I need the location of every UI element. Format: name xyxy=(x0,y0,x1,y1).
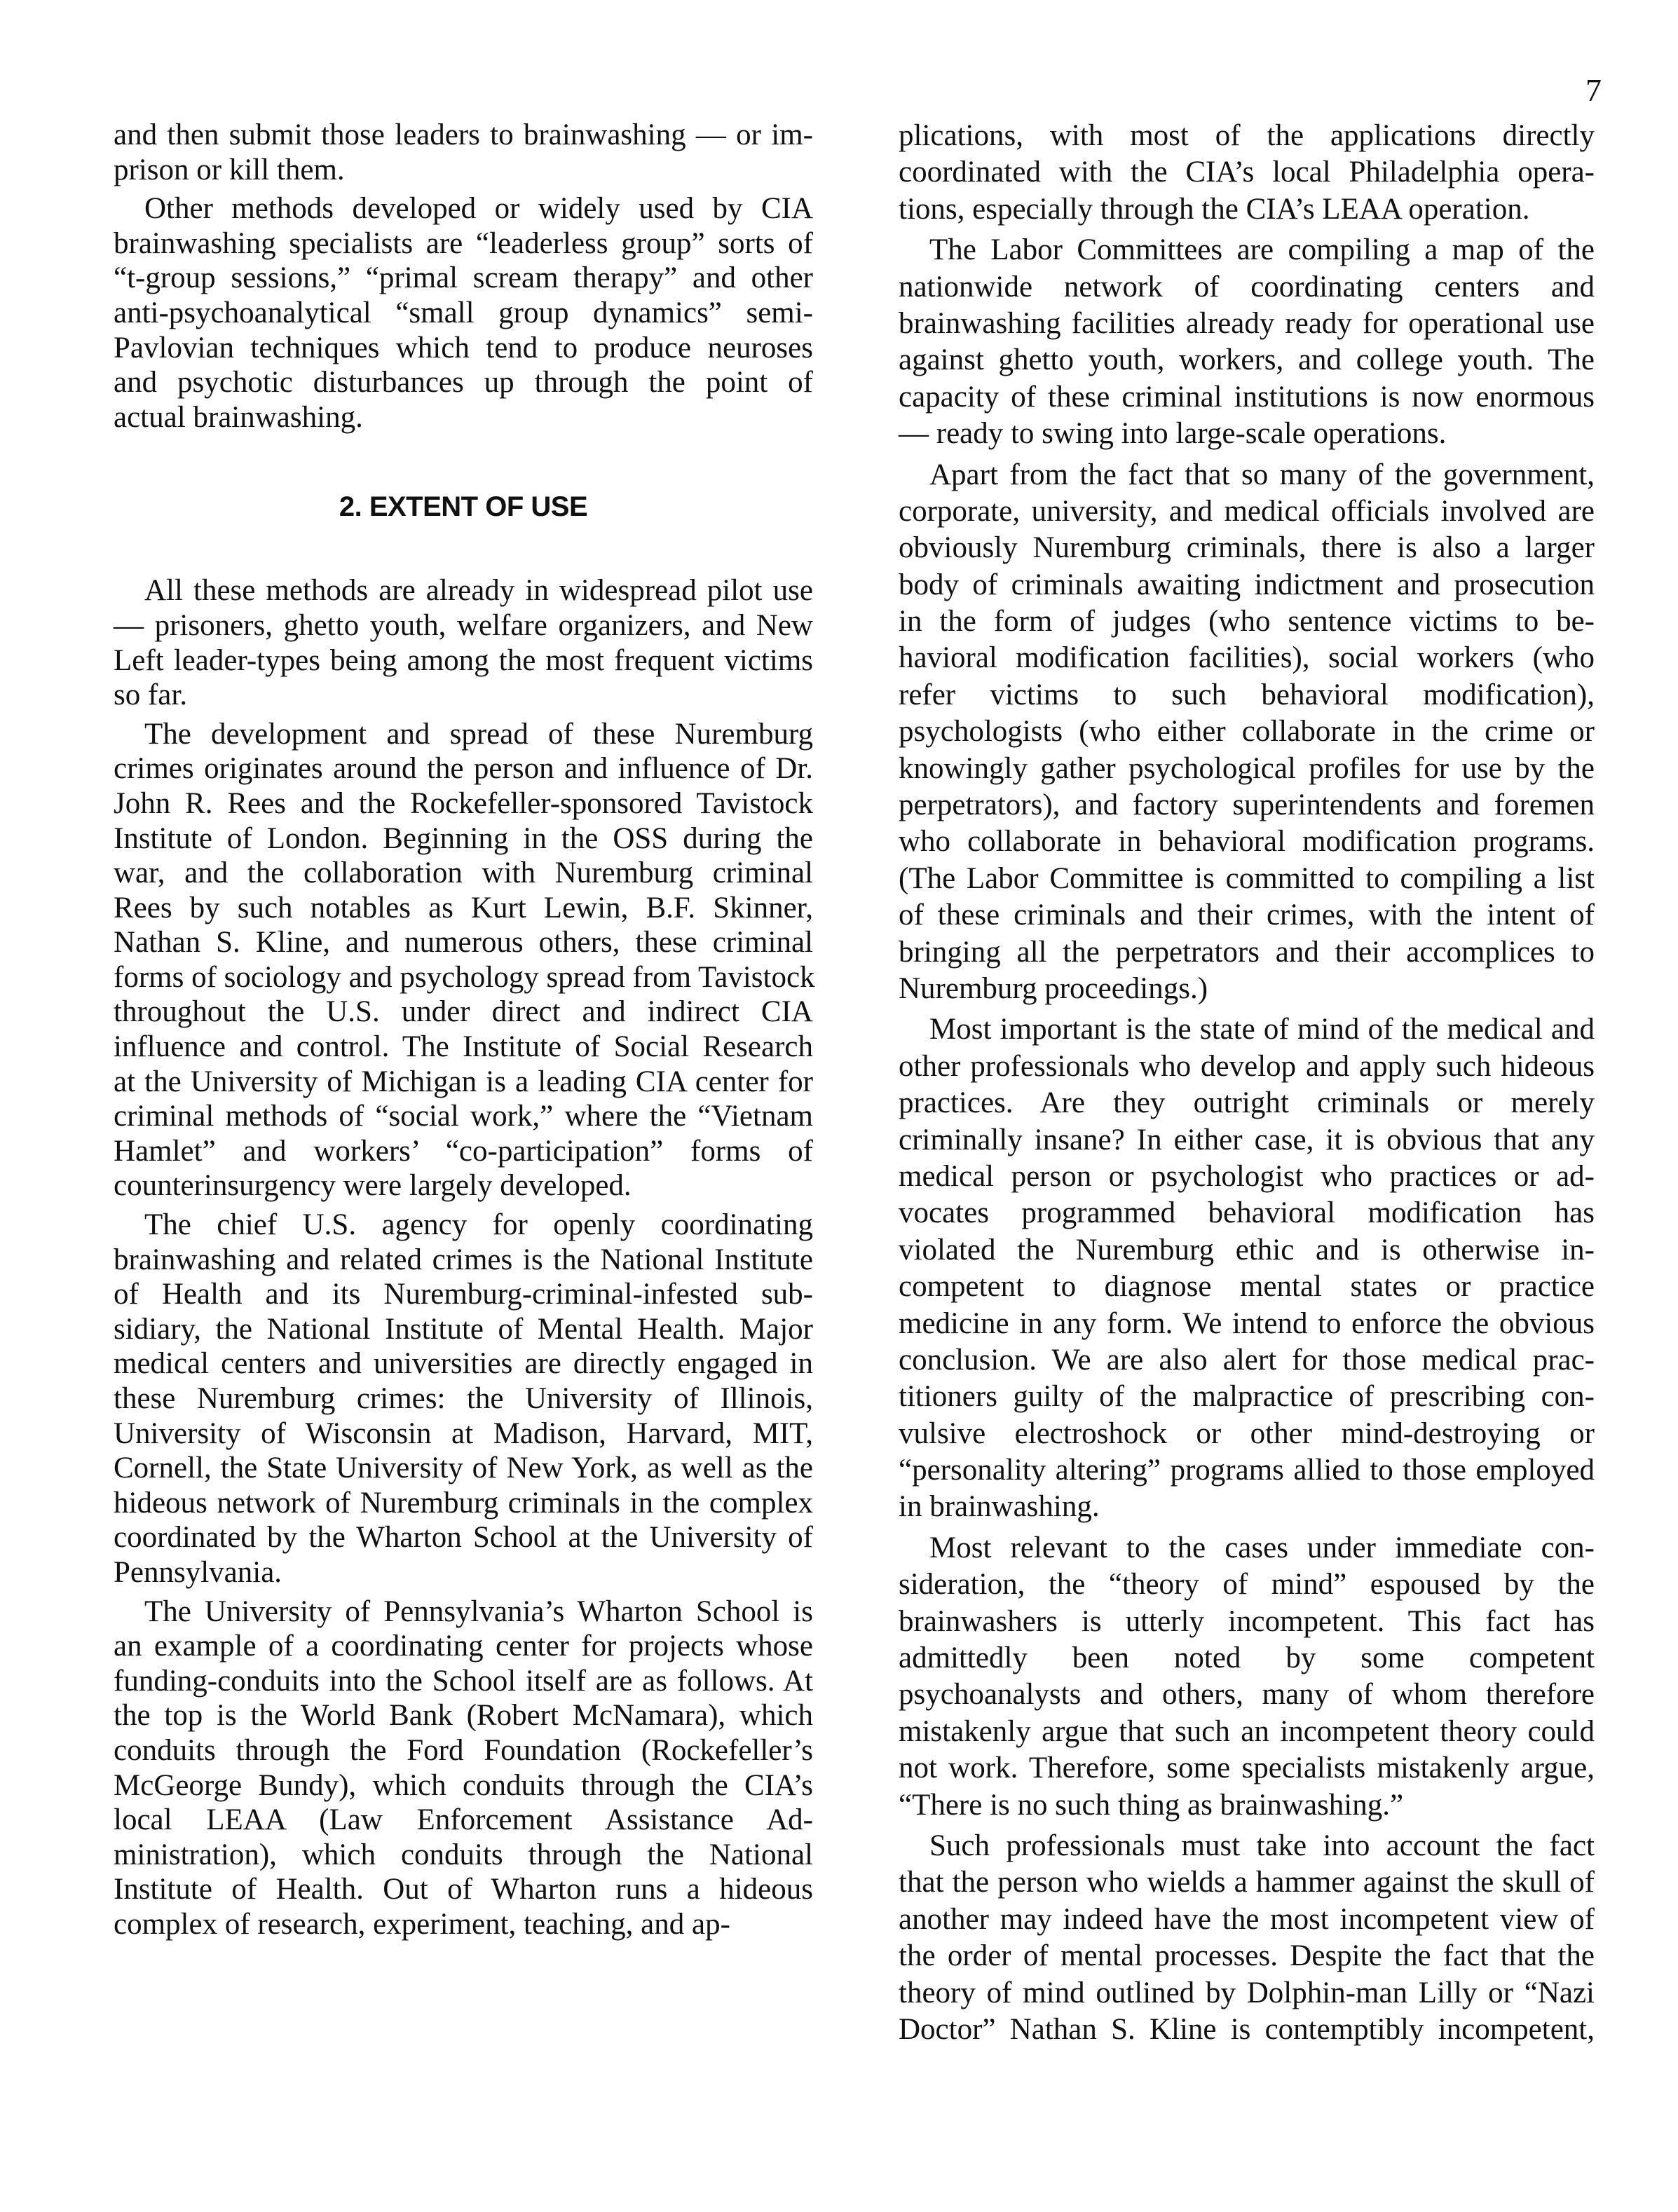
text-line: throughout the U.S. under direct and indirect CIA xyxy=(114,995,813,1029)
paragraph xyxy=(899,1011,1595,1525)
text-line: criminally insane? In either case, it is obvious that any xyxy=(899,1123,1595,1156)
text-line: Nuremburg proceedings.) xyxy=(899,971,1208,1005)
paragraph xyxy=(114,1208,813,1590)
text-line: coordinated with the CIA’s local Philadelphia opera- xyxy=(899,156,1595,189)
text-line: All these methods are already in widespread pilot use xyxy=(144,574,813,608)
text-line: admittedly been noted by some competent xyxy=(899,1641,1595,1675)
text-line: not work. Therefore, some specialists mistakenly argue, xyxy=(899,1752,1595,1785)
text-line: vulsive electroshock or other mind-destroying or xyxy=(899,1416,1595,1450)
text-line: University of Wisconsin at Madison, Harvard, MIT, xyxy=(114,1416,813,1450)
text-line: complex of research, experiment, teaching, and ap- xyxy=(114,1907,730,1941)
text-line: other professionals who develop and apply such hideous xyxy=(899,1049,1595,1083)
text-line: prison or kill them. xyxy=(114,153,345,186)
left-column-body xyxy=(114,573,813,1941)
text-line: that the person who wields a hammer against the skull of xyxy=(899,1866,1595,1899)
text-line: tions, especially through the CIA’s LEAA operation. xyxy=(899,192,1530,226)
paragraph xyxy=(114,118,813,187)
text-line: Institute of London. Beginning in the OSS during the xyxy=(114,821,813,855)
text-line: refer victims to such behavioral modification), xyxy=(899,678,1595,711)
text-line: so far. xyxy=(114,678,188,712)
text-line: against ghetto youth, workers, and college youth. The xyxy=(899,343,1595,377)
text-line: capacity of these criminal institutions is now enormous xyxy=(899,380,1595,414)
text-line: who collaborate in behavioral modification programs. xyxy=(899,825,1595,859)
text-line: Institute of Health. Out of Wharton runs a hideous xyxy=(114,1873,813,1906)
text-line: brainwashing facilities already ready for operational use xyxy=(899,306,1595,340)
text-line: the order of mental processes. Despite the fact that the xyxy=(899,1939,1595,1973)
text-line: Rees by such notables as Kurt Lewin, B.F. Skinner, xyxy=(114,891,813,924)
paragraph xyxy=(899,118,1595,228)
text-line: in brainwashing. xyxy=(899,1490,1100,1524)
text-line: corporate, university, and medical officials involved are xyxy=(899,494,1595,528)
text-line: psychologists (who either collaborate in the crime or xyxy=(899,715,1595,749)
right-column xyxy=(899,118,1595,2052)
paragraph xyxy=(114,717,813,1203)
text-line: Such professionals must take into account the fact xyxy=(929,1829,1595,1862)
text-line: The development and spread of these Nuremburg xyxy=(144,717,813,751)
text-line: crimes originates around the person and influence of Dr. xyxy=(114,752,813,786)
text-line: Pennsylvania. xyxy=(114,1555,282,1589)
text-line: Left leader-types being among the most frequent victims xyxy=(114,643,813,677)
text-line: funding-conduits into the School itself are as follows. At xyxy=(114,1664,813,1698)
text-line: conduits through the Ford Foundation (Rockefeller’s xyxy=(114,1733,813,1767)
text-line: brainwashing specialists are “leaderless group” sorts of xyxy=(114,226,813,260)
text-line: (The Labor Committee is committed to compiling a list xyxy=(899,861,1595,895)
text-line: sideration, the “theory of mind” espoused by the xyxy=(899,1568,1595,1602)
text-line: “personality altering” programs allied to those employed xyxy=(899,1454,1595,1487)
text-line: forms of sociology and psychology spread from Tavistock xyxy=(114,960,815,994)
text-line: body of criminals awaiting indictment and prosecution xyxy=(899,568,1595,601)
text-line: of Health and its Nuremburg-criminal-infested sub- xyxy=(114,1278,813,1311)
text-line: war, and the collaboration with Nuremburg criminal xyxy=(114,856,813,890)
text-line: Most relevant to the cases under immediate con- xyxy=(929,1531,1595,1564)
text-line: — prisoners, ghetto youth, welfare organizers, and New xyxy=(114,608,813,642)
text-line: The University of Pennsylvania’s Wharton School is xyxy=(144,1595,813,1628)
section-heading: 2. EXTENT OF USE xyxy=(339,491,588,523)
text-line: Hamlet” and workers’ “co-participation” forms of xyxy=(114,1134,813,1168)
text-line: practices. Are they outright criminals or merely xyxy=(899,1086,1595,1120)
text-line: “There is no such thing as brainwashing.” xyxy=(899,1788,1404,1822)
text-line: these Nuremburg crimes: the University of Illinois, xyxy=(114,1382,813,1415)
text-line: brainwashers is utterly incompetent. This fact has xyxy=(899,1604,1595,1638)
text-line: perpetrators), and factory superintendents and foremen xyxy=(899,788,1595,822)
text-line: criminal methods of “social work,” where the “Vietnam xyxy=(114,1100,813,1133)
text-line: McGeorge Bundy), which conduits through the CIA’s xyxy=(114,1768,813,1802)
paragraph xyxy=(114,573,813,712)
text-line: of these criminals and their crimes, with the intent of xyxy=(899,899,1595,932)
text-line: The Labor Committees are compiling a map of the xyxy=(929,233,1595,267)
text-line: violated the Nuremburg ethic and is otherwise in- xyxy=(899,1233,1595,1267)
text-line: — ready to swing into large-scale operations. xyxy=(899,417,1447,451)
paragraph xyxy=(899,1530,1595,1824)
text-line: coordinated by the Wharton School at the University of xyxy=(114,1521,813,1555)
text-line: medical centers and universities are directly engaged in xyxy=(114,1347,813,1381)
text-line: ministration), which conduits through the National xyxy=(114,1838,813,1871)
text-line: havioral modification facilities), social workers (who xyxy=(899,641,1595,675)
paragraph xyxy=(899,457,1595,1008)
paragraph xyxy=(114,191,813,435)
text-line: local LEAA (Law Enforcement Assistance Ad- xyxy=(114,1803,813,1837)
text-line: and psychotic disturbances up through the point of xyxy=(114,366,813,400)
text-line: conclusion. We are also alert for those medical prac- xyxy=(899,1343,1595,1377)
text-line: titioners guilty of the malpractice of prescribing con- xyxy=(899,1380,1595,1414)
text-line: the top is the World Bank (Robert McNamara), which xyxy=(114,1699,813,1733)
text-line: hideous network of Nuremburg criminals in the complex xyxy=(114,1486,813,1520)
text-line: competent to diagnose mental states or practice xyxy=(899,1270,1595,1304)
text-line: “t-group sessions,” “primal scream therapy” and other xyxy=(114,261,813,295)
text-line: an example of a coordinating center for projects whose xyxy=(114,1630,813,1663)
text-line: obviously Nuremburg criminals, there is also a larger xyxy=(899,531,1595,565)
text-line: psychoanalysts and others, many of whom therefore xyxy=(899,1678,1595,1712)
text-line: in the form of judges (who sentence victims to be- xyxy=(899,605,1595,639)
text-line: actual brainwashing. xyxy=(114,400,363,434)
text-line: anti-psychoanalytical “small group dynamics” semi- xyxy=(114,296,813,329)
text-line: Most important is the state of mind of the medical and xyxy=(929,1013,1595,1046)
text-line: Other methods developed or widely used by CIA xyxy=(144,192,813,226)
text-line: knowingly gather psychological profiles for use by the xyxy=(899,751,1595,785)
text-line: mistakenly argue that such an incompetent theory could xyxy=(899,1714,1595,1748)
text-line: Apart from the fact that so many of the government, xyxy=(929,458,1595,491)
right-column-body xyxy=(899,118,1595,2048)
paragraph xyxy=(899,1828,1595,2048)
text-line: vocates programmed behavioral modification has xyxy=(899,1196,1595,1230)
text-line: Nathan S. Kline, and numerous others, these criminal xyxy=(114,926,813,960)
text-line: medicine in any form. We intend to enforce the obvious xyxy=(899,1306,1595,1340)
page-number: 7 xyxy=(1585,72,1602,108)
text-line: influence and control. The Institute of Social Research xyxy=(114,1030,813,1064)
paragraph xyxy=(899,232,1595,452)
text-line: John R. Rees and the Rockefeller-sponsored Tavistock xyxy=(114,786,813,820)
left-column xyxy=(114,118,813,1946)
text-line: counterinsurgency were largely developed. xyxy=(114,1169,632,1203)
text-line: brainwashing and related crimes is the National Institute xyxy=(114,1243,813,1276)
text-line: another may indeed have the most incompetent view of xyxy=(899,1902,1595,1936)
text-line: nationwide network of coordinating centers and xyxy=(899,270,1595,303)
text-line: theory of mind outlined by Dolphin-man Lilly or “Nazi xyxy=(899,1976,1595,2009)
left-column-intro xyxy=(114,118,813,435)
text-line: and then submit those leaders to brainwashing — or im- xyxy=(114,118,813,151)
text-line: at the University of Michigan is a leading CIA center for xyxy=(114,1065,813,1098)
text-line: medical person or psychologist who practices or ad- xyxy=(899,1159,1595,1193)
text-line: Cornell, the State University of New York, as well as the xyxy=(114,1452,813,1485)
text-line: plications, with most of the applications directly xyxy=(899,119,1595,152)
paragraph xyxy=(114,1595,813,1942)
text-line: Doctor” Nathan S. Kline is contemptibly incompetent, xyxy=(899,2012,1595,2046)
text-line: bringing all the perpetrators and their accomplices to xyxy=(899,935,1595,969)
text-line: The chief U.S. agency for openly coordinating xyxy=(144,1208,813,1242)
text-line: Pavlovian techniques which tend to produce neuroses xyxy=(114,331,813,364)
text-line: sidiary, the National Institute of Mental Health. Major xyxy=(114,1312,813,1346)
